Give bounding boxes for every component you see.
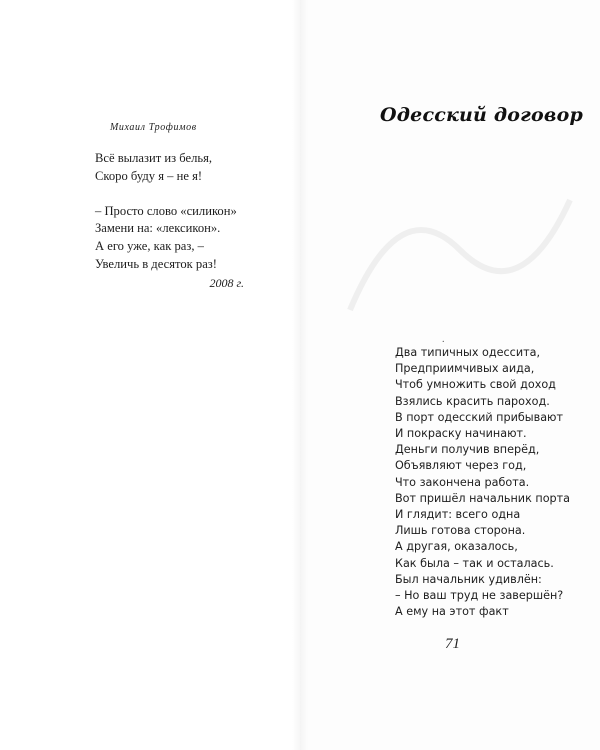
poem-line: Деньги получив вперёд, xyxy=(395,443,540,457)
poem-line: Предприимчивых аида, xyxy=(395,362,535,376)
poem-line: Всё вылазит из белья, xyxy=(95,151,213,165)
right-poem xyxy=(395,345,585,620)
poem-line: И глядит: всего одна xyxy=(395,508,521,522)
stanza-gap xyxy=(95,185,245,203)
poem-line: Взялись красить пароход. xyxy=(395,394,550,408)
poem-line: А его уже, как раз, – xyxy=(95,238,204,253)
poem-line: Как была – так и осталась. xyxy=(395,556,554,570)
poem-line: – Просто слово «силикон» xyxy=(95,203,237,218)
left-poem xyxy=(95,150,245,273)
gutter-shadow xyxy=(292,0,308,750)
poem-line: Замени на: «лексикон». xyxy=(95,221,221,236)
background-ornament xyxy=(340,170,580,330)
poem-date: 2008 г. xyxy=(209,276,244,290)
poem-line: В порт одесский прибывают xyxy=(395,410,563,424)
poem-line: Увеличь в десяток раз! xyxy=(95,256,217,271)
poem-line: Скоро буду я – не я! xyxy=(95,168,203,183)
poem-line: Два типичных одессита, xyxy=(395,346,541,359)
poem-line: Вот пришёл начальник порта xyxy=(395,491,571,505)
poem-line: А другая, оказалось, xyxy=(395,540,518,554)
stray-dot: . xyxy=(442,334,445,345)
page-number: 71 xyxy=(445,636,460,652)
poem-line: И покраску начинают. xyxy=(395,427,527,441)
poem-line: Лишь готова сторона. xyxy=(395,524,526,538)
running-header-author: Михаил Трофимов xyxy=(110,122,197,133)
poem-line: – Но ваш труд не завершён? xyxy=(395,589,564,603)
poem-line: Чтоб умножить свой доход xyxy=(395,378,556,392)
poem-line: Что закончена работа. xyxy=(395,475,530,489)
poem-line: А ему на этот факт xyxy=(395,605,509,619)
poem-line: Объявляют через год, xyxy=(395,459,527,473)
poem-title: Одесский договор xyxy=(380,104,583,126)
poem-line: Был начальник удивлён: xyxy=(395,572,542,586)
